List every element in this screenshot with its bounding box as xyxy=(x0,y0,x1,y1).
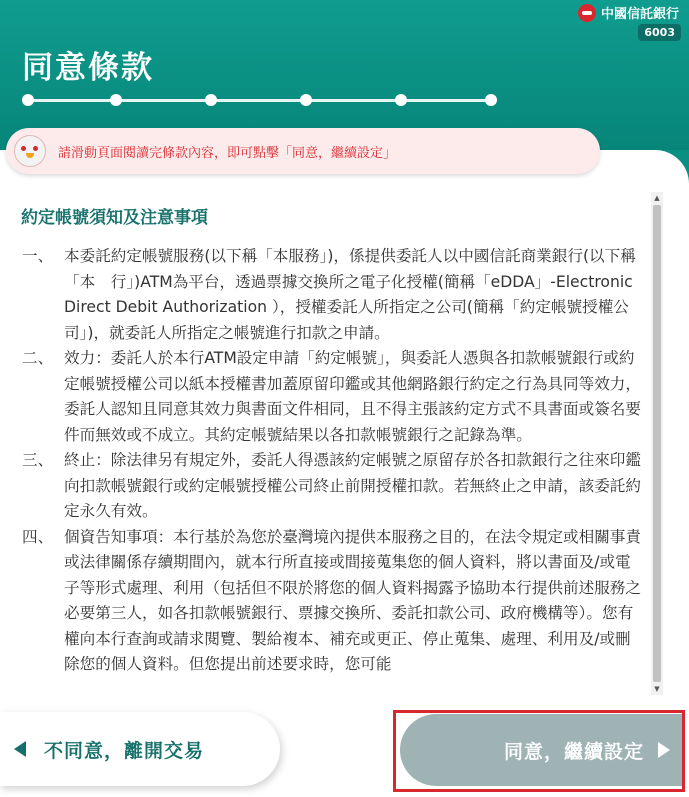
terms-item xyxy=(22,525,642,678)
progress-step-dot xyxy=(205,94,217,106)
progress-step-dot xyxy=(485,94,497,106)
progress-step-dot xyxy=(395,94,407,106)
bank-logo xyxy=(578,3,679,22)
terms-title: 約定帳號須知及注意事項 xyxy=(21,208,208,228)
progress-track xyxy=(28,99,492,102)
terms-scrollbar[interactable] xyxy=(651,192,663,695)
agree-label: 同意，繼續設定 xyxy=(503,740,644,763)
progress-step-dot xyxy=(110,94,122,106)
terms-item xyxy=(22,448,642,525)
terms-item-number: 二、 xyxy=(22,349,54,367)
terms-scroll-area[interactable] xyxy=(8,190,650,696)
terms-item-text: 終止：除法律另有規定外，委託人得憑該約定帳號之原留存於各扣款銀行之往來印鑑向扣款帳號銀行或約定帳號授權公司終止前開授權扣款。若無終止之申請，該委託約定永久有效。 xyxy=(64,451,641,520)
bank-logo-icon xyxy=(578,4,596,22)
terms-item-text: 本委託約定帳號服務(以下稱「本服務」)，係提供委託人以中國信託商業銀行(以下稱「本 行」)ATM為平台，透過票據交換所之電子化授權(簡稱「eDDA」-Electronic Direct Debit Authorization ），授權委託人所指定之公司(簡稱「約定帳號授權公司」)，就委託人所指定之帳號進行扣款之申請。 xyxy=(64,247,636,342)
scroll-notice-banner xyxy=(6,128,600,174)
disagree-leave-button[interactable] xyxy=(0,712,280,786)
terms-item-number: 一、 xyxy=(22,247,54,265)
scroll-down-arrow-icon[interactable]: ▼ xyxy=(654,685,660,693)
scroll-up-arrow-icon[interactable]: ▲ xyxy=(654,194,660,202)
terms-item xyxy=(22,244,642,346)
progress-step-dot xyxy=(22,94,34,106)
terms-item-number: 四、 xyxy=(22,527,54,546)
disagree-label: 不同意，離開交易 xyxy=(44,739,205,762)
notice-text: 請滑動頁面閱讀完條款內容，即可點擊「同意，繼續設定」 xyxy=(58,145,397,161)
bank-name: 中國信託銀行 xyxy=(600,7,679,22)
terms-item xyxy=(22,346,642,448)
terms-item-number: 三、 xyxy=(22,451,54,469)
mascot-icon xyxy=(14,135,46,167)
terms-list xyxy=(22,244,642,678)
triangle-left-icon xyxy=(14,741,26,757)
page-title: 同意條款 xyxy=(22,50,154,86)
progress-step-dot xyxy=(300,94,312,106)
terms-item-text: 效力：委託人於本行ATM設定申請「約定帳號」，與委託人憑與各扣款帳號銀行或約定帳號授權公司以紙本授權書加蓋原留印鑑或其他網路銀行約定之行為具同等效力，委託人認知且同意其效力與書面文件相同，且不得主張該約定方式不具書面或簽名要件而無效或不成立。其約定帳號結果以各扣款帳號銀行之記錄為準。 xyxy=(64,349,641,444)
highlight-box xyxy=(393,710,685,792)
screen-code-badge: 6003 xyxy=(638,24,681,41)
terms-item-text: 個資告知事項：本行基於為您於臺灣境內提供本服務之目的，在法令規定或相關事責或法律關係存續期間內，就本行所直接或間接蒐集您的個人資料，將以書面及/或電子等形式處理、利用（包括但不限於將您的個人資料揭露予協助本行提供前述服務之必要第三人，如各扣款帳號銀行、票據交換所、委託扣款公司、政府機構等）。您有權向本行查詢或請求閱覽、製給複本、補充或更正、停止蒐集、處理、利用及/或刪除您的個人資料。但您提出前述要求時，您可能 xyxy=(64,527,641,673)
scrollbar-thumb[interactable] xyxy=(653,205,661,682)
